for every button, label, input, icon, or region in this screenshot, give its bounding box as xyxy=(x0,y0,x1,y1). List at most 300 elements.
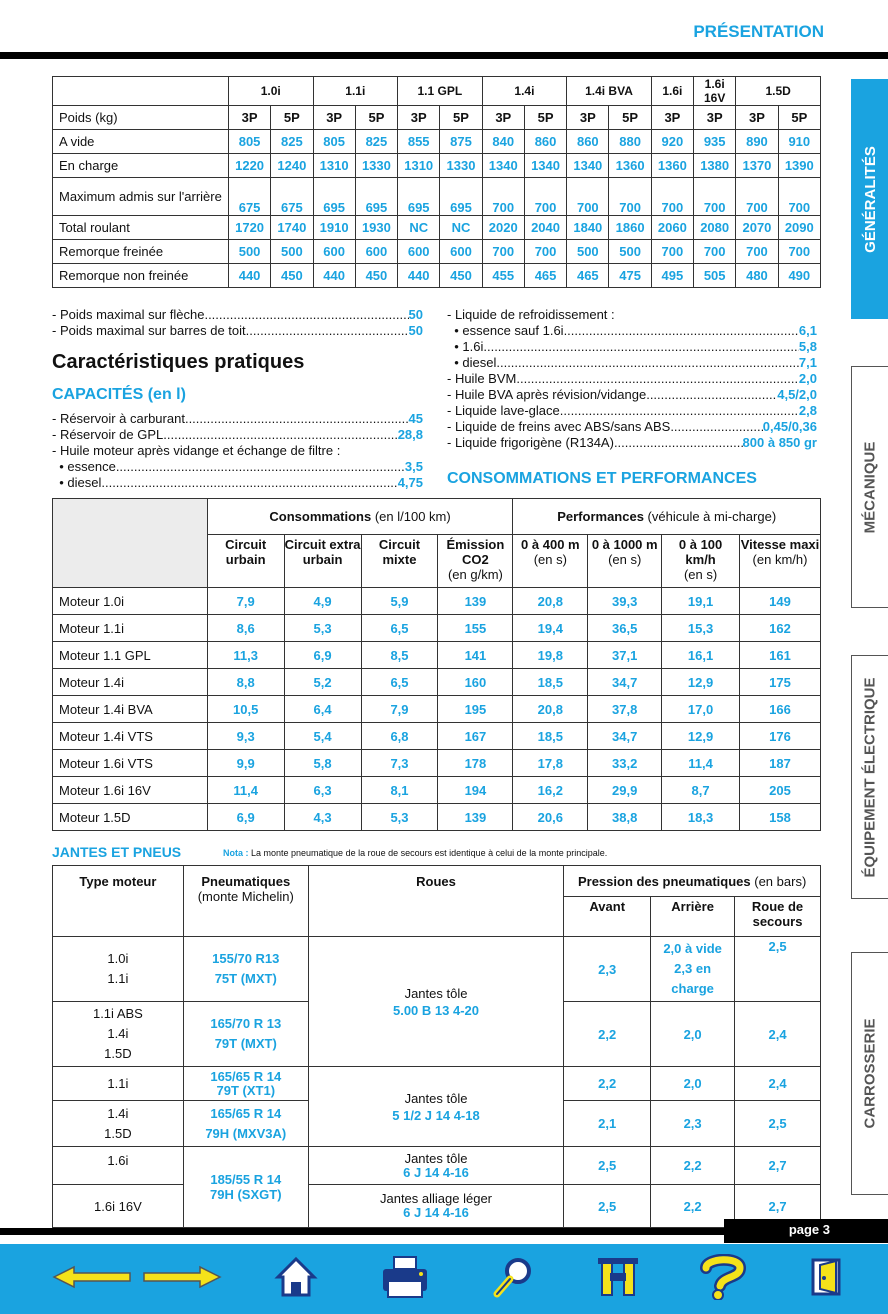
list-item-label: • essence xyxy=(52,459,116,474)
consumption-cell: 141 xyxy=(438,642,513,669)
wheels-r4-type: 1.4i 1.5D xyxy=(53,1101,184,1147)
list-item xyxy=(447,387,817,403)
weights-cell: 1740 xyxy=(271,216,313,240)
consumption-cell: 7,9 xyxy=(361,696,438,723)
consumption-cell: 12,9 xyxy=(662,669,740,696)
consumption-row-label: Moteur 1.6i VTS xyxy=(53,750,208,777)
leader-dots xyxy=(614,435,743,451)
weights-cell: 880 xyxy=(609,130,651,154)
consumption-cell: 36,5 xyxy=(588,615,662,642)
weights-cell: 1930 xyxy=(355,216,397,240)
table-row xyxy=(53,777,821,804)
weights-door-header: 5P xyxy=(524,106,566,130)
weights-cell: 450 xyxy=(271,264,313,288)
weights-cell: 495 xyxy=(651,264,693,288)
wheels-title: JANTES ET PNEUS xyxy=(52,844,182,860)
weights-cell: 2080 xyxy=(694,216,736,240)
weights-cell: 840 xyxy=(482,130,524,154)
weights-cell: 450 xyxy=(440,264,482,288)
weights-cell: 440 xyxy=(228,264,270,288)
list-item-label: - Liquide de freins avec ABS/sans ABS xyxy=(447,419,671,434)
consumption-cell: 6,8 xyxy=(361,723,438,750)
weights-cell: 2020 xyxy=(482,216,524,240)
weights-cell: 2090 xyxy=(778,216,820,240)
leader-dots xyxy=(163,427,397,443)
consumption-cell: 4,3 xyxy=(284,804,361,831)
weights-cell: 1240 xyxy=(271,154,313,178)
weights-cell: 455 xyxy=(482,264,524,288)
weights-cell: 695 xyxy=(398,178,440,216)
index-icon[interactable] xyxy=(595,1254,641,1300)
wheels-r3-rear: 2,0 xyxy=(651,1067,735,1101)
consumption-cell: 8,8 xyxy=(207,669,284,696)
weights-model-header: 1.4i BVA xyxy=(567,77,652,106)
weights-cell: 695 xyxy=(313,178,355,216)
consumption-cell: 16,1 xyxy=(662,642,740,669)
consumption-row-label: Moteur 1.4i VTS xyxy=(53,723,208,750)
weights-cell: 1340 xyxy=(524,154,566,178)
weights-cell: 600 xyxy=(313,240,355,264)
weights-cell: 500 xyxy=(609,240,651,264)
consumption-cell: 176 xyxy=(740,723,821,750)
weights-model-header: 1.1i xyxy=(313,77,398,106)
table-row xyxy=(53,723,821,750)
weights-cell: 2040 xyxy=(524,216,566,240)
wheels-note: Nota : La monte pneumatique de la roue de secours est identique à celui de la monte principale. xyxy=(223,848,608,858)
wheels-r56-tyre: 185/55 R 14 79H (SXGT) xyxy=(183,1147,308,1228)
weights-cell: 1910 xyxy=(313,216,355,240)
leader-dots xyxy=(101,475,397,491)
wheels-r1-tyre: 155/70 R13 75T (MXT) xyxy=(183,937,308,1002)
wheels-r1-type: 1.0i 1.1i xyxy=(53,937,184,1002)
leader-dots xyxy=(670,419,762,435)
list-item-label: - Poids maximal sur flèche xyxy=(52,307,205,322)
weights-cell: 920 xyxy=(651,130,693,154)
consumption-col-header: Émission CO2 (en g/km) xyxy=(438,535,513,588)
weights-cell: 440 xyxy=(398,264,440,288)
list-item xyxy=(52,459,423,475)
consumption-cell: 34,7 xyxy=(588,669,662,696)
weights-door-header: 3P xyxy=(228,106,270,130)
weights-cell: 675 xyxy=(271,178,313,216)
weights-model-header: 1.6i 16V xyxy=(694,77,736,106)
weights-cell: 450 xyxy=(355,264,397,288)
list-item-label: - Poids maximal sur barres de toit xyxy=(52,323,246,338)
list-item-label: - Huile moteur après vidange et échange de filtre : xyxy=(52,443,341,458)
weights-door-header: 3P xyxy=(694,106,736,130)
consumption-col-header: 0 à 1000 m (en s) xyxy=(588,535,662,588)
weights-models-row xyxy=(53,77,821,106)
list-item-label: • diesel xyxy=(52,475,102,490)
consumption-cell: 8,7 xyxy=(662,777,740,804)
consumption-cell: 17,0 xyxy=(662,696,740,723)
weights-model-header: 1.6i xyxy=(651,77,693,106)
weights-door-header: 3P xyxy=(651,106,693,130)
consumption-cell: 9,9 xyxy=(207,750,284,777)
list-item xyxy=(447,339,817,355)
list-item xyxy=(52,411,423,427)
weights-door-header: 5P xyxy=(271,106,313,130)
wheels-r5-type: 1.6i xyxy=(53,1147,184,1185)
consumption-cell: 20,6 xyxy=(513,804,588,831)
consumption-cell: 162 xyxy=(740,615,821,642)
weights-cell: 1840 xyxy=(567,216,609,240)
print-icon[interactable] xyxy=(379,1254,431,1300)
consumption-cell: 8,5 xyxy=(361,642,438,669)
weights-cell: 700 xyxy=(651,178,693,216)
consumption-cell: 6,4 xyxy=(284,696,361,723)
weights-cell: 2070 xyxy=(736,216,778,240)
consumption-cell: 12,9 xyxy=(662,723,740,750)
weights-cell: 825 xyxy=(355,130,397,154)
weights-cell: 860 xyxy=(567,130,609,154)
consumption-cell: 139 xyxy=(438,588,513,615)
wheels-h-type: Type moteur xyxy=(53,866,184,937)
consumption-cell: 158 xyxy=(740,804,821,831)
footer-nav-bar xyxy=(0,1244,888,1314)
weights-subheader-label: Poids (kg) xyxy=(53,106,229,130)
leader-dots xyxy=(204,307,408,323)
weights-model-header: 1.5D xyxy=(736,77,821,106)
wheels-r5-spare: 2,7 xyxy=(735,1147,821,1185)
consumption-cell: 34,7 xyxy=(588,723,662,750)
consumption-cell: 7,9 xyxy=(207,588,284,615)
wheels-r1-spare: 2,5 xyxy=(735,937,821,1002)
weights-cell: 1310 xyxy=(398,154,440,178)
list-item-value: 4,5/2,0 xyxy=(777,387,817,402)
leader-dots xyxy=(560,403,799,419)
weights-cell: 500 xyxy=(271,240,313,264)
weights-door-header: 3P xyxy=(567,106,609,130)
wheels-r2-type: 1.1i ABS 1.4i 1.5D xyxy=(53,1002,184,1067)
consumption-cell: 15,3 xyxy=(662,615,740,642)
list-item xyxy=(52,475,423,491)
arrow-right-icon[interactable] xyxy=(142,1254,222,1300)
home-icon[interactable] xyxy=(272,1254,320,1300)
list-item-value: 7,1 xyxy=(798,355,817,370)
weights-cell: 700 xyxy=(567,178,609,216)
leader-dots xyxy=(646,387,777,403)
wheels-r4-rear: 2,3 xyxy=(651,1101,735,1147)
table-row xyxy=(53,216,821,240)
weights-cell: 500 xyxy=(228,240,270,264)
table-row xyxy=(53,130,821,154)
list-item-label: - Liquide lave-glace xyxy=(447,403,560,418)
page-header-title: PRÉSENTATION xyxy=(693,22,824,41)
consumption-group-header: Consommations (en l/100 km) xyxy=(207,499,513,535)
wheels-r4-tyre: 165/65 R 14 79H (MXV3A) xyxy=(183,1101,308,1147)
weights-cell: 1340 xyxy=(567,154,609,178)
wheels-r1-rear: 2,0 à vide 2,3 en charge xyxy=(651,937,735,1002)
leader-dots xyxy=(496,355,799,371)
consumption-cell: 5,3 xyxy=(284,615,361,642)
capacities-left-list xyxy=(52,411,423,491)
consumption-cell: 18,3 xyxy=(662,804,740,831)
weights-cell: 1340 xyxy=(482,154,524,178)
consumption-col-header: Circuit extra urbain xyxy=(284,535,361,588)
consumption-cell: 19,8 xyxy=(513,642,588,669)
wheels-h-rims: Roues xyxy=(308,866,564,937)
consumption-cell: 10,5 xyxy=(207,696,284,723)
weights-row-label: Remorque non freinée xyxy=(53,264,229,288)
consumption-row-label: Moteur 1.5D xyxy=(53,804,208,831)
consumption-corner xyxy=(53,499,208,588)
consumption-row-label: Moteur 1.6i 16V xyxy=(53,777,208,804)
consumption-cell: 18,5 xyxy=(513,723,588,750)
weights-cell: 890 xyxy=(736,130,778,154)
tab-carrosserie-label: CARROSSERIE xyxy=(861,1018,879,1129)
list-item-value: 2,8 xyxy=(798,403,817,418)
consumption-cell: 6,5 xyxy=(361,669,438,696)
list-item-label: - Réservoir de GPL xyxy=(52,427,164,442)
weights-cell: 700 xyxy=(524,178,566,216)
consumption-cell: 160 xyxy=(438,669,513,696)
weights-door-header: 5P xyxy=(355,106,397,130)
weights-door-header: 5P xyxy=(778,106,820,130)
wheels-r1-front: 2,3 xyxy=(564,937,651,1002)
list-item xyxy=(447,403,817,419)
list-item xyxy=(52,443,423,459)
weights-door-header: 5P xyxy=(440,106,482,130)
list-item-value: 50 xyxy=(408,307,423,322)
help-icon[interactable] xyxy=(690,1254,750,1300)
weights-cell: 700 xyxy=(778,178,820,216)
list-item xyxy=(52,307,423,323)
tab-carrosserie[interactable] xyxy=(851,952,888,1195)
weights-cell: 465 xyxy=(567,264,609,288)
consumption-cell: 149 xyxy=(740,588,821,615)
weights-cell: 1330 xyxy=(355,154,397,178)
tab-generalites[interactable] xyxy=(851,79,888,319)
consumption-cell: 5,8 xyxy=(284,750,361,777)
weights-cell: 1220 xyxy=(228,154,270,178)
weights-cell: 1310 xyxy=(313,154,355,178)
weights-cell: NC xyxy=(398,216,440,240)
weights-subheader-row xyxy=(53,106,821,130)
weights-row-label: En charge xyxy=(53,154,229,178)
consumption-cell: 6,9 xyxy=(207,804,284,831)
weights-row-label: Remorque freinée xyxy=(53,240,229,264)
list-item-value: 28,8 xyxy=(397,427,423,442)
consumption-cell: 29,9 xyxy=(588,777,662,804)
weights-cell: 1370 xyxy=(736,154,778,178)
consumption-cell: 155 xyxy=(438,615,513,642)
wheels-rim-12: Jantes tôle 5.00 B 13 4-20 xyxy=(308,937,564,1067)
search-icon[interactable] xyxy=(491,1254,537,1300)
table-row xyxy=(53,669,821,696)
leader-dots xyxy=(246,323,409,339)
section-title: Caractéristiques pratiques xyxy=(52,351,305,373)
wheels-h-rear: Arrière xyxy=(651,897,735,937)
consumption-cell: 16,2 xyxy=(513,777,588,804)
list-item-value: 2,0 xyxy=(798,371,817,386)
weights-cell: 700 xyxy=(736,178,778,216)
wheels-r2-spare: 2,4 xyxy=(735,1002,821,1067)
list-item-value: 3,5 xyxy=(404,459,423,474)
table-row xyxy=(53,588,821,615)
weights-cell: 505 xyxy=(694,264,736,288)
table-row xyxy=(53,615,821,642)
consumption-cell: 178 xyxy=(438,750,513,777)
list-item-label: • diesel xyxy=(447,355,497,370)
wheels-rim-34: Jantes tôle 5 1/2 J 14 4-18 xyxy=(308,1067,564,1147)
consumption-cell: 8,6 xyxy=(207,615,284,642)
tab-equipement-label: ÉQUIPEMENT ÉLECTRIQUE xyxy=(861,676,879,878)
weights-cell: 1720 xyxy=(228,216,270,240)
weights-cell: 805 xyxy=(228,130,270,154)
consumption-cell: 4,9 xyxy=(284,588,361,615)
consumption-cell: 20,8 xyxy=(513,696,588,723)
weights-row-label: Maximum admis sur l'arrière xyxy=(53,178,229,216)
loads-list xyxy=(52,307,423,339)
wheels-h-pressure: Pression des pneumatiques (en bars) xyxy=(564,866,821,897)
wheels-r3-tyre: 165/65 R 14 79T (XT1) xyxy=(183,1067,308,1101)
wheels-table xyxy=(52,865,821,1228)
weights-cell: NC xyxy=(440,216,482,240)
tab-mecanique[interactable] xyxy=(851,366,888,608)
wheels-r2-tyre: 165/70 R 13 79T (MXT) xyxy=(183,1002,308,1067)
weights-cell: 465 xyxy=(524,264,566,288)
consumption-cell: 5,4 xyxy=(284,723,361,750)
consumption-row-label: Moteur 1.0i xyxy=(53,588,208,615)
list-item-value: 50 xyxy=(408,323,423,338)
weights-cell: 825 xyxy=(271,130,313,154)
list-item xyxy=(447,419,817,435)
weights-cell: 910 xyxy=(778,130,820,154)
list-item xyxy=(447,371,817,387)
list-item-label: - Réservoir à carburant xyxy=(52,411,185,426)
wheels-r6-rear: 2,2 xyxy=(651,1185,735,1228)
weights-cell: 700 xyxy=(778,240,820,264)
list-item-value: 5,8 xyxy=(798,339,817,354)
consumption-cell: 167 xyxy=(438,723,513,750)
weights-cell: 600 xyxy=(398,240,440,264)
wheels-r6-spare: 2,7 xyxy=(735,1185,821,1228)
arrow-left-icon[interactable] xyxy=(52,1254,132,1300)
consumption-table xyxy=(52,498,821,831)
consumption-cell: 19,4 xyxy=(513,615,588,642)
weights-door-header: 3P xyxy=(736,106,778,130)
consumption-row-label: Moteur 1.4i BVA xyxy=(53,696,208,723)
consumption-cell: 139 xyxy=(438,804,513,831)
wheels-r3-type: 1.1i xyxy=(53,1067,184,1101)
weights-cell: 700 xyxy=(524,240,566,264)
performance-group-header: Performances (véhicule à mi-charge) xyxy=(513,499,821,535)
table-row xyxy=(53,750,821,777)
consumption-cell: 9,3 xyxy=(207,723,284,750)
consumption-cell: 195 xyxy=(438,696,513,723)
leader-dots xyxy=(185,411,409,427)
weights-cell: 600 xyxy=(355,240,397,264)
weights-cell: 480 xyxy=(736,264,778,288)
consumption-cell: 205 xyxy=(740,777,821,804)
weights-cell: 675 xyxy=(228,178,270,216)
wheels-r3-spare: 2,4 xyxy=(735,1067,821,1101)
weights-cell: 1360 xyxy=(609,154,651,178)
wheels-r6-type: 1.6i 16V xyxy=(53,1185,184,1228)
consumption-cell: 20,8 xyxy=(513,588,588,615)
list-item-label: • essence sauf 1.6i xyxy=(447,323,564,338)
consumption-cell: 175 xyxy=(740,669,821,696)
list-item-label: - Liquide frigorigène (R134A) xyxy=(447,435,614,450)
consumption-cell: 38,8 xyxy=(588,804,662,831)
consumption-cell: 194 xyxy=(438,777,513,804)
list-item xyxy=(447,323,817,339)
consumption-row-label: Moteur 1.1i xyxy=(53,615,208,642)
wheels-r2-rear: 2,0 xyxy=(651,1002,735,1067)
tab-mecanique-label: MÉCANIQUE xyxy=(861,441,879,533)
table-row xyxy=(53,804,821,831)
consumption-cell: 11,4 xyxy=(662,750,740,777)
table-row xyxy=(53,154,821,178)
wheels-h-front: Avant xyxy=(564,897,651,937)
consumption-cell: 39,3 xyxy=(588,588,662,615)
weights-cell: 860 xyxy=(524,130,566,154)
exit-icon[interactable] xyxy=(808,1254,844,1300)
weights-cell: 1860 xyxy=(609,216,651,240)
list-item xyxy=(447,355,817,371)
consumption-cell: 19,1 xyxy=(662,588,740,615)
weights-row-label: Total roulant xyxy=(53,216,229,240)
weights-cell: 700 xyxy=(482,240,524,264)
consumption-cell: 161 xyxy=(740,642,821,669)
weights-cell: 695 xyxy=(440,178,482,216)
leader-dots xyxy=(564,323,799,339)
leader-dots xyxy=(516,371,799,387)
consumption-row-label: Moteur 1.4i xyxy=(53,669,208,696)
list-item-value: 45 xyxy=(408,411,423,426)
weights-row-label: A vide xyxy=(53,130,229,154)
weights-cell: 695 xyxy=(355,178,397,216)
consumption-cell: 6,9 xyxy=(284,642,361,669)
consumption-cell: 5,3 xyxy=(361,804,438,831)
weights-cell: 700 xyxy=(736,240,778,264)
weights-door-header: 5P xyxy=(609,106,651,130)
consumption-cell: 5,2 xyxy=(284,669,361,696)
weights-model-header: 1.0i xyxy=(228,77,313,106)
weights-cell: 700 xyxy=(482,178,524,216)
list-item-label: - Huile BVA après révision/vidange xyxy=(447,387,647,402)
weights-model-header: 1.1 GPL xyxy=(398,77,483,106)
list-item-label: - Liquide de refroidissement : xyxy=(447,307,615,322)
weights-cell: 875 xyxy=(440,130,482,154)
consumption-cell: 11,3 xyxy=(207,642,284,669)
leader-dots xyxy=(483,339,799,355)
weights-cell: 935 xyxy=(694,130,736,154)
weights-cell: 1330 xyxy=(440,154,482,178)
consumption-cell: 11,4 xyxy=(207,777,284,804)
consumption-col-header: Vitesse maxi (en km/h) xyxy=(740,535,821,588)
wheels-r4-front: 2,1 xyxy=(564,1101,651,1147)
wheels-h-spare: Roue de secours xyxy=(735,897,821,937)
list-item xyxy=(447,307,817,323)
consumption-col-header: 0 à 400 m (en s) xyxy=(513,535,588,588)
weights-door-header: 3P xyxy=(398,106,440,130)
capacities-title: CAPACITÉS (en l) xyxy=(52,386,186,403)
consumption-col-header: 0 à 100 km/h (en s) xyxy=(662,535,740,588)
weights-table xyxy=(52,76,821,288)
table-row xyxy=(53,264,821,288)
header-rule xyxy=(0,52,888,59)
weights-cell: 2060 xyxy=(651,216,693,240)
wheels-r5-front: 2,5 xyxy=(564,1147,651,1185)
consumption-cell: 18,5 xyxy=(513,669,588,696)
table-row xyxy=(53,642,821,669)
consumption-col-header: Circuit mixte xyxy=(361,535,438,588)
weights-cell: 440 xyxy=(313,264,355,288)
tab-equipement-electrique[interactable] xyxy=(851,655,888,899)
wheels-r4-spare: 2,5 xyxy=(735,1101,821,1147)
